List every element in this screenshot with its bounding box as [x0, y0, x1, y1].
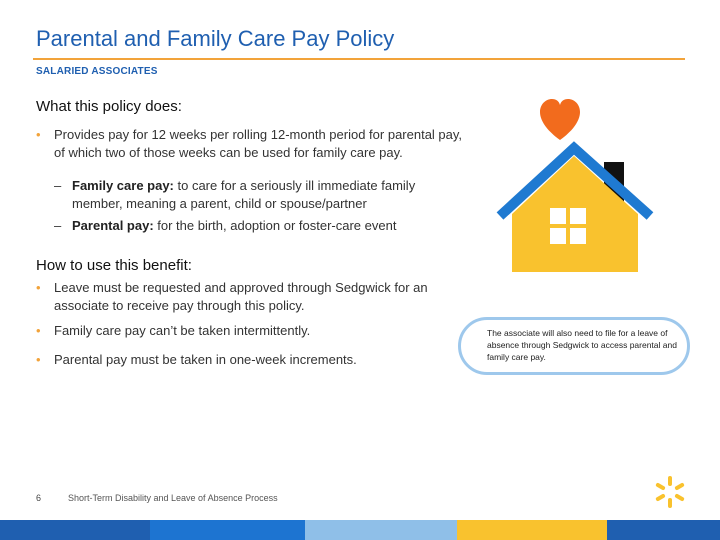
bullet-text: Leave must be requested and approved through Sedgwick for an associate to receive pay through this policy.	[54, 280, 428, 313]
callout-text: The associate will also need to file for a leave of absence through Sedgwick to access parental and family care pay.	[487, 328, 677, 362]
spark-logo-icon	[652, 474, 688, 510]
dash-icon: –	[54, 218, 62, 233]
footer-bar-segment	[607, 520, 720, 540]
page-subtitle: SALARIED ASSOCIATES	[36, 66, 158, 77]
footer-color-bar	[0, 520, 720, 540]
sub-bullet-item	[54, 177, 462, 213]
bullet-text: Family care pay can’t be taken intermittently.	[54, 323, 311, 338]
house-with-heart-icon	[494, 96, 660, 276]
bullet-text: Provides pay for 12 weeks per rolling 12-month period for parental pay, of which two of those weeks can be used for family care pay.	[54, 127, 463, 160]
title-divider	[33, 58, 685, 60]
section-heading-policy: What this policy does:	[36, 98, 182, 115]
footer-bar-segment	[457, 520, 607, 540]
bullet-dot-icon: •	[36, 352, 41, 367]
bullet-dot-icon: •	[36, 323, 41, 338]
bullet-dot-icon: •	[36, 127, 41, 142]
sub-bullet-item	[54, 217, 452, 235]
sub-bullet-text: for the birth, adoption or foster-care event	[153, 218, 397, 233]
bullet-item	[36, 279, 434, 315]
sub-bullet-text: to care for a seriously ill immediate family member, meaning a parent, child or spouse/partner	[72, 178, 416, 211]
dash-icon: –	[54, 178, 62, 193]
footer-bar-segment	[150, 520, 305, 540]
footer-bar-segment	[305, 520, 457, 540]
footer-text: Short-Term Disability and Leave of Absence Process	[68, 493, 278, 503]
sub-bullet-label: Family care pay:	[72, 178, 174, 193]
bullet-dot-icon: •	[36, 280, 41, 295]
section-heading-usage: How to use this benefit:	[36, 257, 192, 274]
footer-bar-segment	[0, 520, 150, 540]
page-title: Parental and Family Care Pay Policy	[36, 26, 395, 51]
page-number: 6	[36, 493, 42, 503]
sub-bullet-label: Parental pay:	[72, 218, 154, 233]
bullet-text: Parental pay must be taken in one-week increments.	[54, 352, 357, 367]
bullet-item	[36, 126, 474, 162]
heart-icon	[540, 99, 580, 140]
bullet-item	[36, 322, 434, 340]
bullet-item	[36, 351, 434, 369]
